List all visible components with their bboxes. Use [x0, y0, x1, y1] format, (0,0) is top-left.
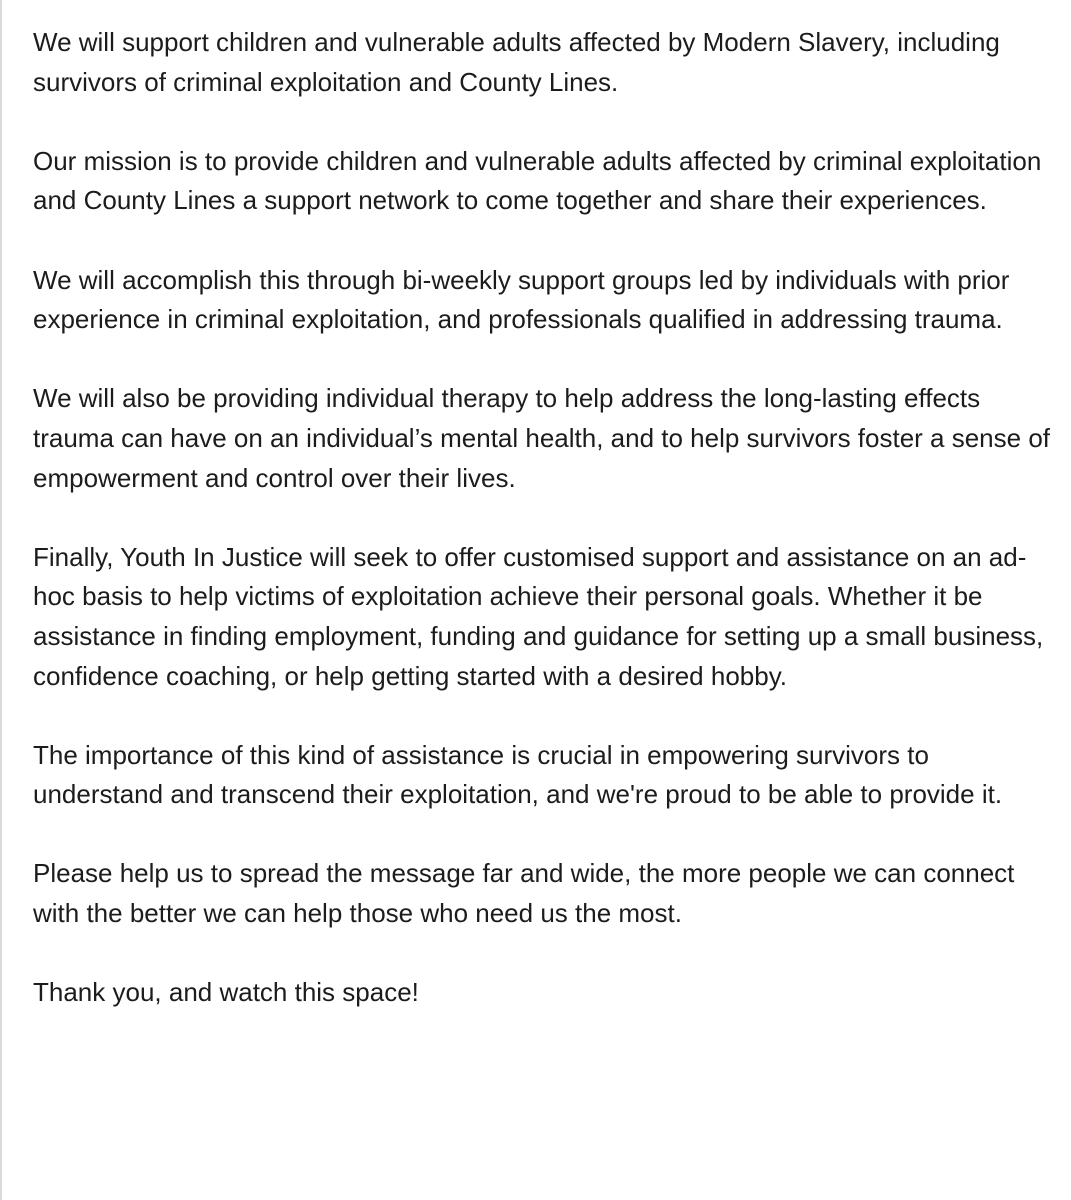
post-paragraph-therapy: We will also be providing individual therapy to help address the long-lasting effects trauma can have on an individual’s mental health, and to help survivors foster a sense of empowerment and control over their lives.: [33, 383, 1051, 493]
post-paragraph-importance: The importance of this kind of assistance is crucial in empowering survivors to understand and transcend their exploitation, and we're proud to be able to provide it.: [33, 739, 1003, 810]
post-paragraph-mission: Our mission is to provide children and vulnerable adults affected by criminal exploitation and County Lines a support network to come together and share their experiences.: [33, 145, 1042, 216]
left-border-divider: [0, 0, 2, 1200]
post-paragraph-customised-support: Finally, Youth In Justice will seek to offer customised support and assistance on an ad-hoc basis to help victims of exploitation achieve their personal goals. Whether it be assistance in finding employment, funding and guidance for setting up a small business, confidence coaching, or help getting started with a desired hobby.: [33, 541, 1044, 691]
post-body: [33, 23, 1053, 1013]
post-paragraph-spread-message: Please help us to spread the message far and wide, the more people we can connect with the better we can help those who need us the most.: [33, 858, 1015, 929]
post-paragraph-thank-you: Thank you, and watch this space!: [33, 977, 419, 1008]
post-paragraph-support-groups: We will accomplish this through bi-weekly support groups led by individuals with prior experience in criminal exploitation, and professionals qualified in addressing trauma.: [33, 264, 1010, 335]
post-paragraph-intro: We will support children and vulnerable adults affected by Modern Slavery, including survivors of criminal exploitation and County Lines.: [33, 27, 1000, 97]
